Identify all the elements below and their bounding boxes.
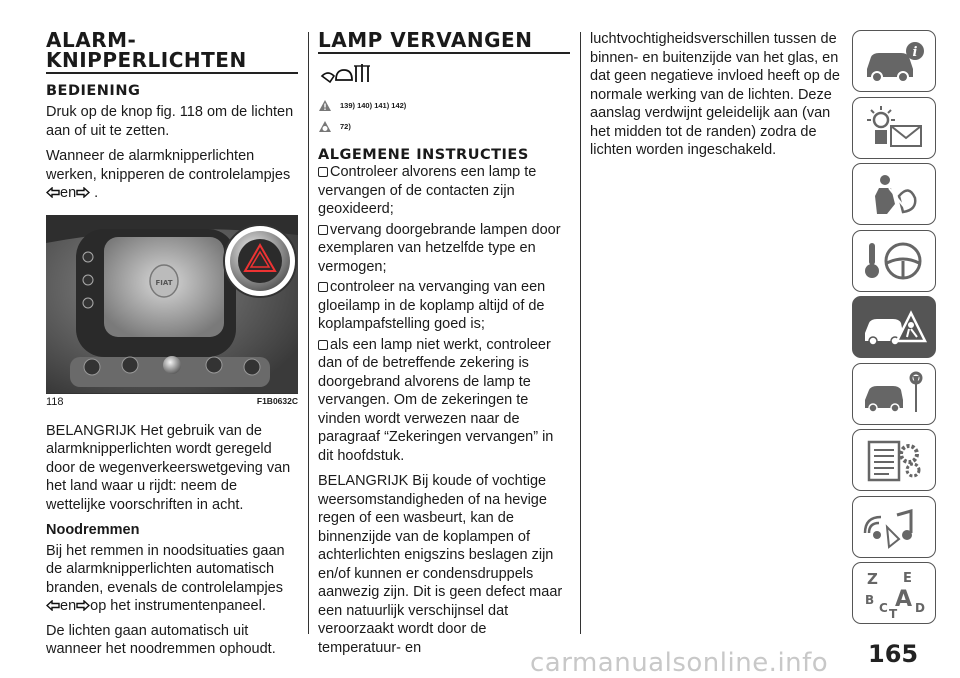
chapter-tabs (852, 30, 936, 629)
specs-icon (859, 436, 929, 484)
section-title-alarm (46, 30, 298, 74)
maintenance-icon (859, 370, 929, 418)
text-wanneer: Wanneer de alarmknipperlichten werken, knipperen de controlelampjes (46, 148, 291, 183)
bullet-text-3: controleer na vervanging van een gloeilamp in de koplamp altijd of de koplampafstelling goed is; (318, 279, 546, 332)
title-line-1: ALARM- (46, 28, 137, 52)
index-letter-a: A (895, 587, 913, 612)
tab-maintenance[interactable] (852, 363, 936, 425)
column-divider-1 (308, 32, 309, 634)
index-letter-b: B (865, 593, 875, 607)
text-period: . (94, 185, 99, 201)
tab-emergency[interactable] (852, 296, 936, 358)
fiat-logo: FIAT (155, 278, 173, 287)
lamp-maintenance-icon (318, 60, 378, 88)
tab-safety[interactable] (852, 163, 936, 225)
figure-dashboard (46, 215, 298, 393)
section-title-lamp: LAMP VERVANGEN (318, 30, 570, 54)
text-instrumentenpaneel: op het instrumentenpaneel. (90, 598, 266, 614)
turn-signal-right-icon (76, 187, 90, 198)
warning-references-2: 72) (340, 122, 351, 131)
bullet-icon (318, 340, 328, 350)
warning-row-1 (318, 99, 570, 112)
paragraph-wanneer (46, 147, 298, 203)
column-divider-2 (580, 32, 581, 634)
caution-triangle-icon (318, 120, 332, 133)
bullet-text-2: vervang doorgebrande lampen door exemplaren van hetzelfde type en vermogen; (318, 221, 561, 275)
warning-row-2 (318, 120, 570, 133)
bullet-icon (318, 282, 328, 292)
tab-index[interactable] (852, 562, 936, 624)
index-letter-z: Z (867, 570, 878, 588)
warning-lights-icon (859, 104, 929, 152)
subtitle-bediening: BEDIENING (46, 83, 141, 99)
dashboard-photo (46, 215, 298, 393)
multimedia-icon (859, 503, 929, 551)
figure-caption (46, 393, 298, 408)
tab-multimedia[interactable] (852, 496, 936, 558)
paragraph-noodremmen (46, 542, 298, 616)
heading-noodremmen: Noodremmen (46, 522, 140, 538)
page-number: 165 (868, 640, 919, 668)
steering-key-icon (859, 237, 929, 285)
bullet-text-4: als een lamp niet werkt, controleer dan of de betreffende zekering is doorgebrand alvorens de lamp te vervangen. Om de zekeringen te vinden wordt verwezen naar de paragraaf “Zekeringen vervangen” in dit hoofdstuk. (318, 336, 554, 464)
svg-text:i: i (912, 45, 918, 60)
index-letter-e: E (903, 571, 912, 586)
text-remmen: Bij het remmen in noodsituaties gaan de alarmknipperlichten automatisch branden, evenals de controlelampjes (46, 542, 285, 596)
index-letter-c: C (879, 601, 888, 615)
bullet-icon (318, 225, 328, 235)
warning-triangle-icon (318, 99, 332, 112)
car-info-icon (859, 37, 929, 85)
bullet-2 (318, 221, 570, 277)
bullet-3 (318, 278, 570, 334)
column-right (590, 30, 840, 167)
paragraph-belangrijk: BELANGRIJK Het gebruik van de alarmknipperlichten wordt geregeld door de wegenverkeerswetgeving van het land waar u rijdt: neem de wettelijke voorschriften in acht. (46, 422, 291, 513)
paragraph-luchtvochtigheid: luchtvochtigheidsverschillen tussen de binnen- en buitenzijde van het glas, en dat geen negatieve invloed heeft op de normale werking van de lichten. Deze aanslag verdwijnt geleidelijk aan (van het midden tot de randen) zodra de lichten worden ingeschakeld. (590, 31, 840, 158)
tab-specs[interactable] (852, 429, 936, 491)
watermark: carmanualsonline.info (530, 648, 829, 678)
turn-signal-right-icon-2 (76, 600, 90, 611)
column-middle (318, 30, 570, 664)
emergency-icon (859, 303, 929, 351)
paragraph-belangrijk-koude: BELANGRIJK Bij koude of vochtige weersomstandigheden of na hevige regen of een wasbeurt, kan de binnenzijde van de koplampen of achterlichten enigszins beslagen zijn en/of kunnen er condensdruppels aanwezig zijn. Dit is geen defect maar een natuurlijk verschijnsel dat veroorzaakt wordt door de temperatuur- en (318, 473, 563, 656)
index-letter-d: D (915, 601, 925, 615)
bullet-1 (318, 163, 570, 219)
tab-warning-lights[interactable] (852, 97, 936, 159)
safety-icon (859, 170, 929, 218)
paragraph-druk: Druk op de knop fig. 118 om de lichten aan of uit te zetten. (46, 104, 294, 139)
turn-signal-left-icon-2 (46, 600, 60, 611)
figure-number: 118 (46, 395, 64, 408)
text-en: en (60, 185, 77, 201)
tab-steering-key[interactable] (852, 230, 936, 292)
turn-signal-left-icon (46, 187, 60, 198)
text-en-2: en (60, 598, 77, 614)
index-icon (859, 568, 929, 618)
paragraph-automatisch: De lichten gaan automatisch uit wanneer het noodremmen ophoudt. (46, 622, 276, 657)
figure-code: F1B0632C (256, 395, 298, 406)
bullet-4 (318, 336, 570, 466)
bullet-icon (318, 167, 328, 177)
subtitle-algemene: ALGEMENE INSTRUCTIES (318, 147, 529, 163)
tab-car-info[interactable] (852, 30, 936, 92)
title-line-2: KNIPPERLICHTEN (46, 48, 247, 72)
warning-references-1: 139) 140) 141) 142) (340, 101, 407, 110)
column-left (46, 30, 298, 666)
index-letter-t: T (889, 607, 898, 618)
bullet-text-1: Controleer alvorens een lamp te vervangen of de contacten zijn geoxideerd; (318, 164, 537, 217)
